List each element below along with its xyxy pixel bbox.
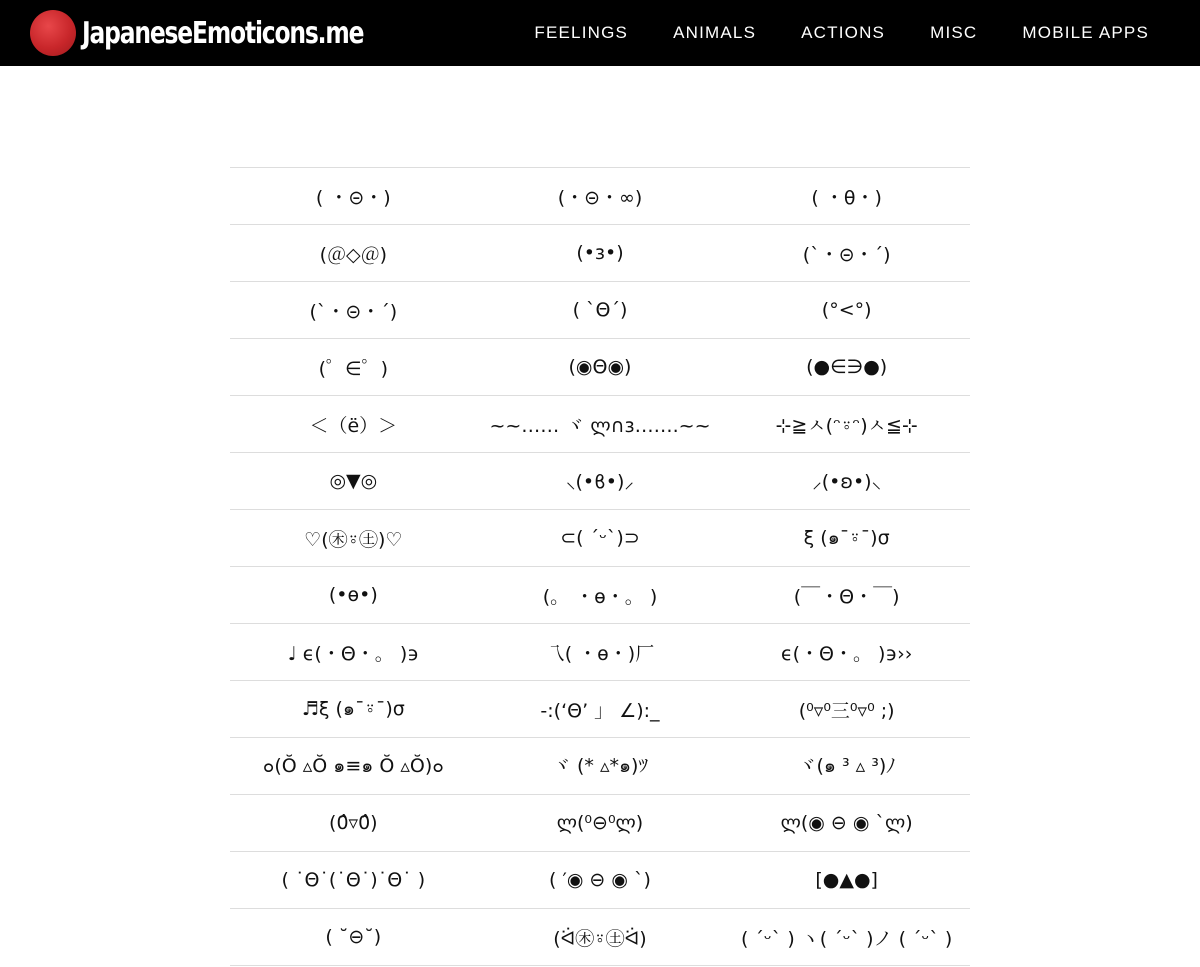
emoticon-cell[interactable]: 乁( ・ө・)厂 [545,642,655,665]
emoticon-cell[interactable]: ヾ (* ▵*๑)ﾂ [551,755,648,777]
emoticon-cell[interactable]: (⁰▿⁰三⁰▿⁰ ;) [798,699,895,722]
main-content [0,66,1200,967]
emoticon-cell[interactable]: (ᐛ㊍⍤㊏ᐛ) [553,927,647,950]
table-row [230,567,970,624]
table-row [230,396,970,453]
emoticon-cell[interactable]: (◉Θ◉) [568,356,632,378]
nav-link-actions[interactable]: ACTIONS [801,23,886,42]
emoticon-cell[interactable]: (°<°) [821,299,872,321]
table-row [230,453,970,510]
table-row [230,852,970,909]
table-row [230,795,970,852]
emoticon-cell[interactable]: ♩ ϵ(・Θ・。 )϶ [287,642,419,665]
emoticon-cell[interactable]: (0̂▿0̂) [329,812,378,834]
emoticon-cell[interactable]: (•ө•) [328,584,378,606]
emoticon-cell[interactable]: (。 ・ө・。 ) [542,585,658,608]
table-row [230,738,970,795]
emoticon-cell[interactable]: ⊹≧ㅅ(ᵔ⍤ᵔ)ㅅ≦⊹ [775,414,918,437]
emoticon-cell[interactable]: (`・⊝・´) [802,243,891,266]
emoticon-cell[interactable]: ϵ(・Θ・。 )϶›› [780,642,913,665]
red-circle-logo-icon [30,10,76,56]
emoticon-cell[interactable]: ⸜(•ϐ•)⸝ [566,471,634,493]
emoticon-cell[interactable]: ლ(⁰⊖⁰ლ) [556,812,644,834]
emoticon-cell[interactable]: ヾ(๑ ³ ▵ ³)ﾉ [797,755,896,777]
nav-link-feelings[interactable]: FEELINGS [534,23,629,42]
emoticon-cell[interactable]: ~~…… ヾ ლ∩ɜ…….~~ [489,414,711,437]
top-navbar [0,0,1200,66]
emoticon-cell[interactable]: (゜∈゜) [318,357,389,380]
emoticon-cell[interactable]: -:(‘Θ’ 」 ∠):_ [540,699,660,722]
logo-text: JapaneseEmoticons.me [82,15,364,51]
emoticon-cell[interactable]: ◎▼◎ [329,470,378,492]
emoticon-cell[interactable]: ( ′◉ ⊖ ◉ `) [549,869,651,891]
emoticon-cell[interactable]: ( `Θ´) [572,299,628,321]
nav-link-misc[interactable]: MISC [930,23,978,42]
emoticon-cell[interactable]: (＠◇＠) [319,243,388,266]
emoticon-cell[interactable]: ๐(Ŏ ▵Ŏ ๑≡๑ Ŏ ▵Ŏ)๐ [262,755,444,777]
emoticon-cell[interactable]: ⊂( ´ᵕ`)⊃ [560,527,640,549]
emoticon-cell[interactable]: ლ(◉ ⊖ ◉ `ლ) [780,812,913,834]
emoticon-cell[interactable]: ( ´ᵕ` ) ヽ( ´ᵕ` )ノ ( ´ᵕ` ) [740,927,953,950]
emoticon-cell[interactable]: ( ・⊝・) [315,186,391,209]
emoticon-cell[interactable]: ξ (๑¯⍤¯)σ [803,527,890,549]
table-row [230,282,970,339]
nav-link-animals[interactable]: ANIMALS [673,23,757,42]
table-row [230,225,970,282]
site-logo[interactable] [30,10,443,56]
table-row [230,339,970,396]
nav-link-mobile-apps[interactable]: MOBILE APPS [1022,23,1149,42]
emoticon-cell[interactable]: ＜（ë）＞ [309,414,398,437]
emoticon-table [230,167,970,966]
table-row [230,510,970,567]
emoticon-cell[interactable]: ( ˙Θ˙(˙Θ˙)˙Θ˙ ) [281,869,426,891]
emoticon-cell[interactable]: ( ・θ・) [811,186,882,209]
emoticon-cell[interactable]: (￣・Θ・￣) [793,585,900,608]
emoticon-cell[interactable]: (・⊝・∞) [557,186,643,209]
emoticon-cell[interactable]: (`・⊝・´) [309,300,398,323]
emoticon-cell[interactable]: ♡(㊍⍤㊏)♡ [304,528,403,551]
emoticon-cell[interactable]: [●▲●] [815,869,878,891]
table-row [230,681,970,738]
table-row [230,624,970,681]
table-row [230,168,970,225]
table-row [230,909,970,966]
emoticon-cell[interactable]: ( ˘⊖˘) [325,926,382,948]
emoticon-cell[interactable]: ♬ξ (๑¯⍤¯)σ [301,698,405,720]
main-nav [489,0,1149,66]
emoticon-cell[interactable]: (•ɜ•) [576,242,624,264]
emoticon-cell[interactable]: (●∈∋●) [806,356,888,378]
emoticon-cell[interactable]: ⸝(•ʚ•)⸜ [812,471,882,493]
